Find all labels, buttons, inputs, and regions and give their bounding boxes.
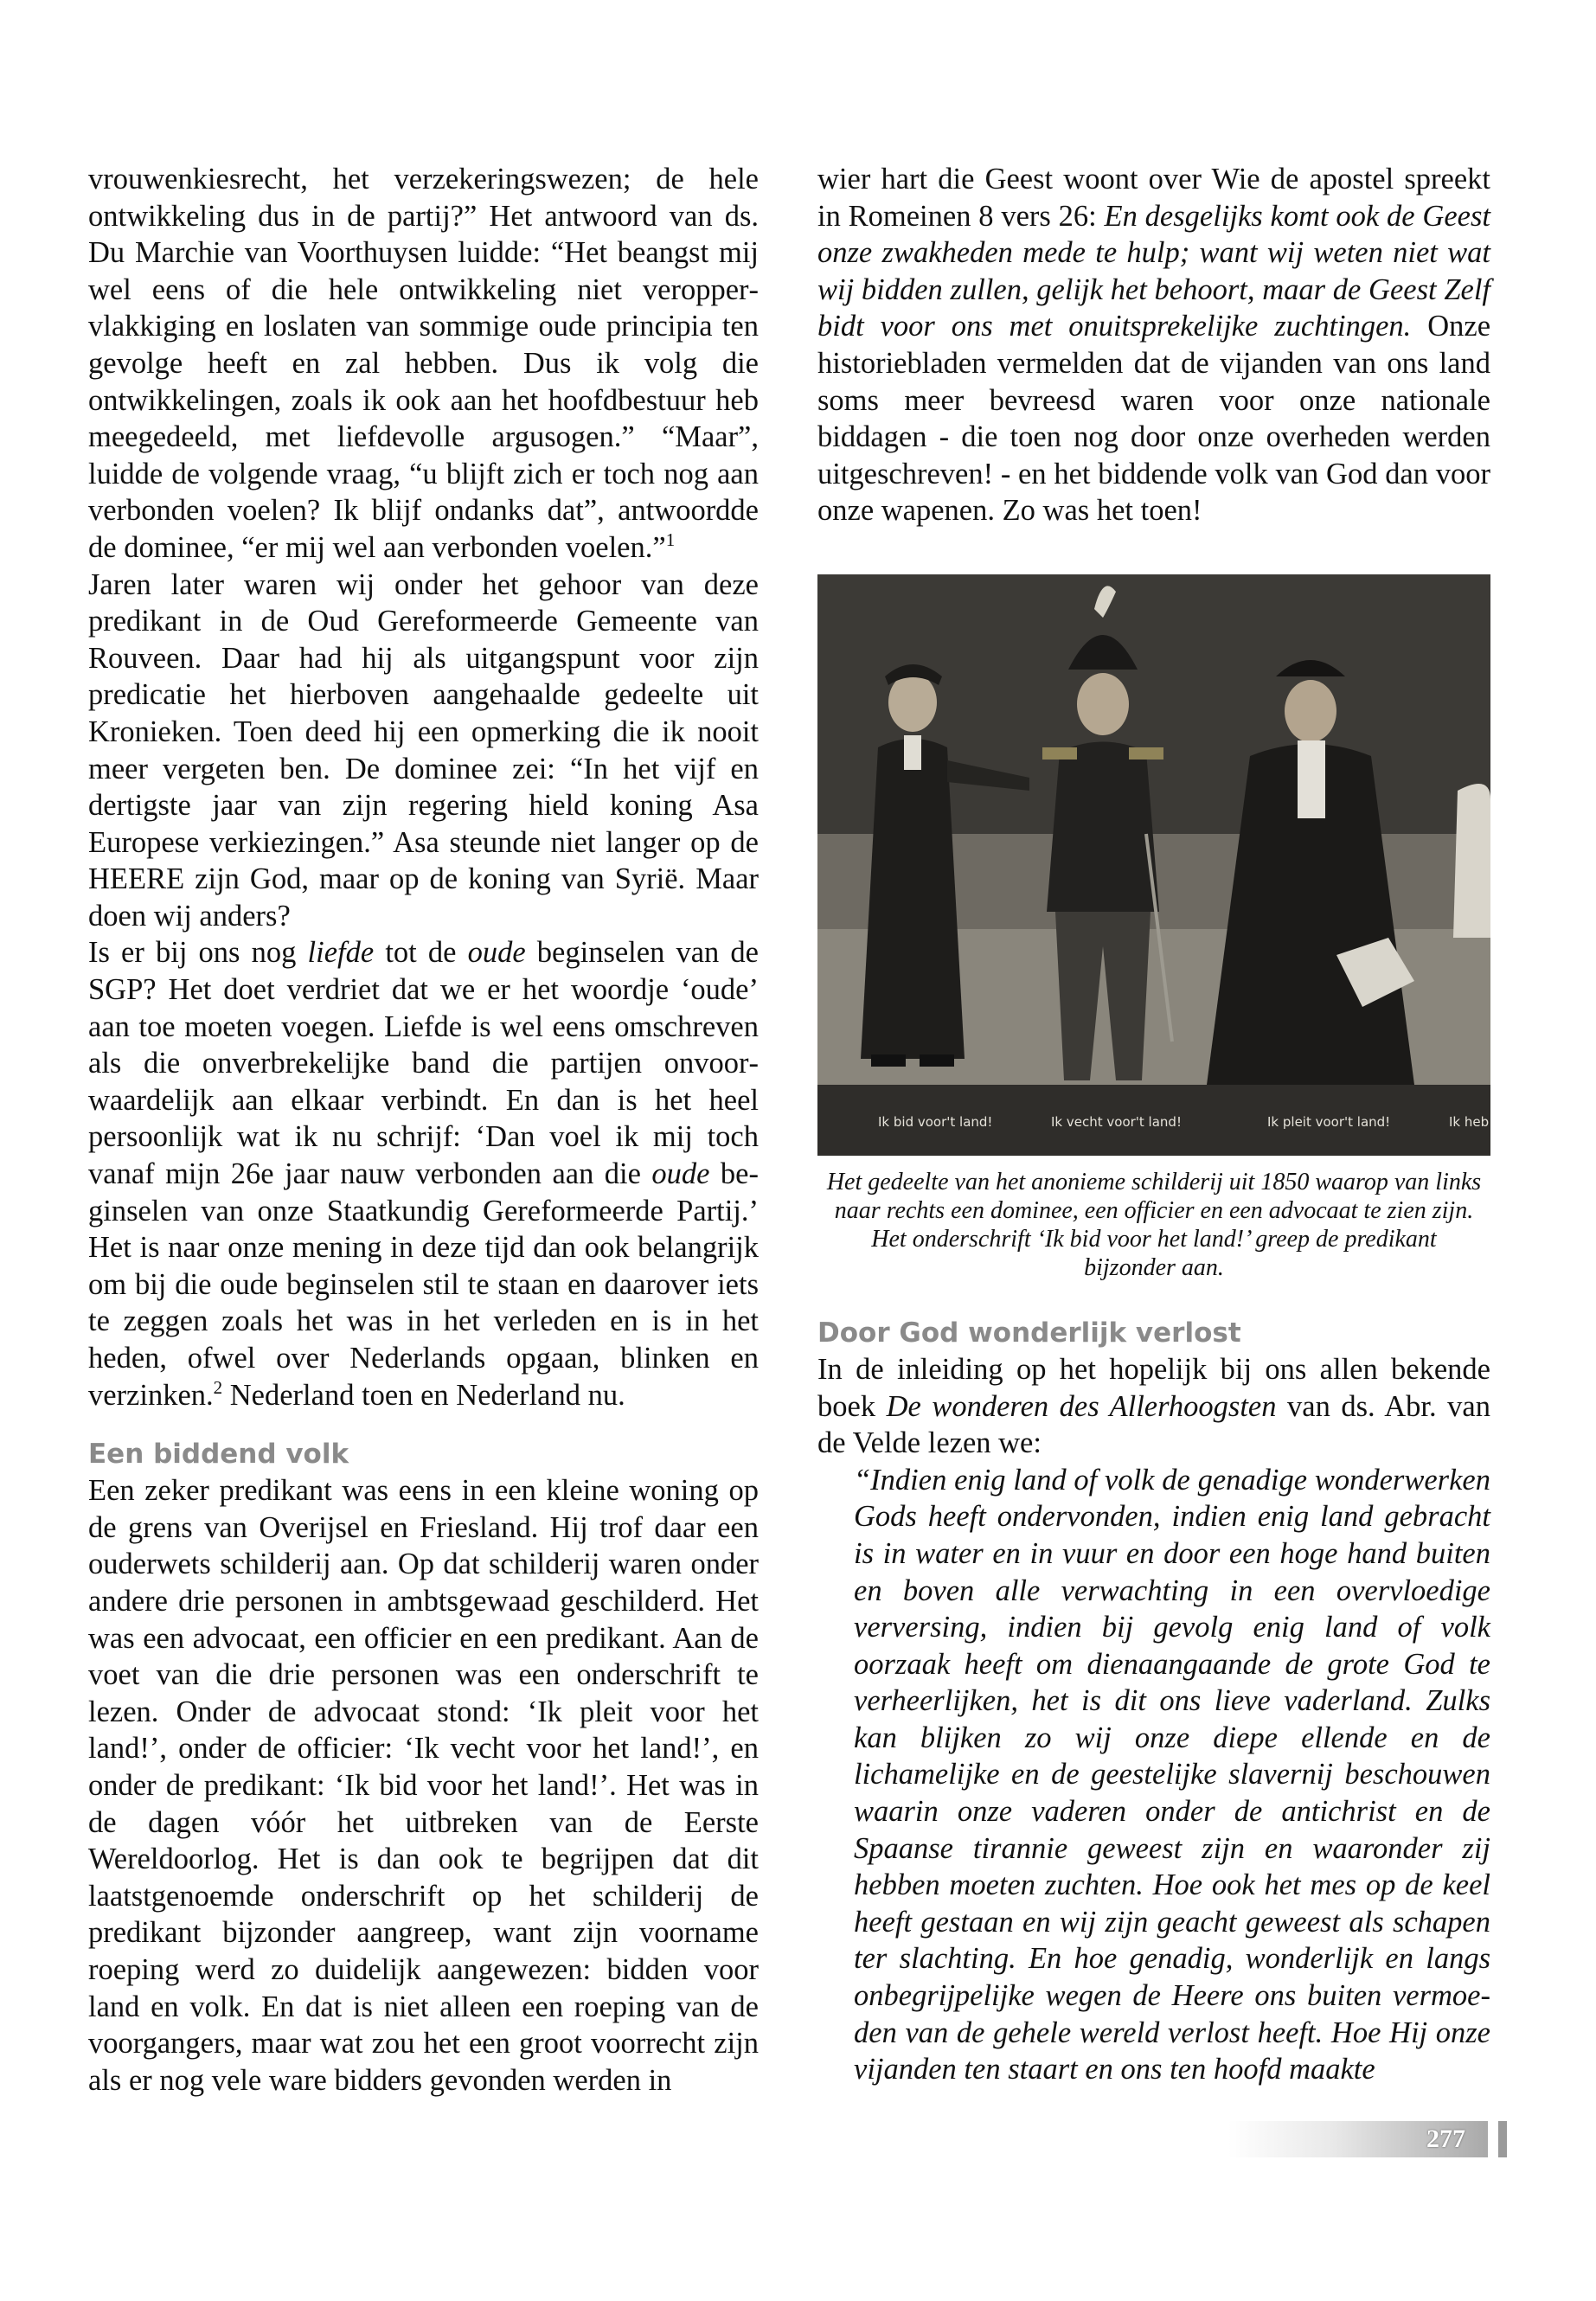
- painting-illustration: [817, 574, 1490, 1156]
- paragraph-text: beginselen van onze Staatkundig Gereformeerde Partij.’ Het is naar onze mening in deze tijd dan ook belangrijk om bij die oude beginselen stil te staan en daarover iets te zeggen zoals het was in het verleden en is in het heden, ofwel over Nederlands opgaan, blinken en verzinken.: [88, 1157, 759, 1412]
- page-number-bar: [1228, 2121, 1488, 2157]
- paragraph: [88, 161, 759, 567]
- block-quote: “Indien enig land of volk de genadige wonderwerken Gods heeft ondervonden, indien enig land gebracht is in water en in vuur en door een hoge hand buiten en boven alle verwachting in een overvloedige verversing, indien bij gevolg enig land of volk oorzaak heeft om dienaangaande de grote God te verheerlijken, het is dit ons lieve vaderland. Zulks kan blijken zo wij onze diepe ellende en de lichamelijke en de geestelijke slavernij beschouwen waarin onze vaderen onder de antichrist en de Spaanse tirannie geweest zijn en waaronder zij hebben moeten zuchten. Hoe ook het mes op de keel heeft gestaan en wij zijn geacht geweest als schapen ter slachting. En hoe genadig, wonderlijk en langs onbegrijpelijke wegen de Heere ons buiten vermoeden van de gehele wereld verlost heeft. Hoe Hij onze vijanden ten staart en ons ten hoofd maakte: [854, 1463, 1490, 2086]
- paragraph-text: van ds. Abr. van de Velde lezen we:: [817, 1389, 1490, 1460]
- painting-label: Ik bid voor't land!: [878, 1113, 993, 1130]
- paragraph: [817, 1351, 1490, 1462]
- paragraph-text: beginselen van de SGP? Het doet verdriet dat we er het woordje ‘oude’ aan toe moeten voegen. Liefde is wel eens omschreven als die onverbrekelijke band die partijen onvoorwaardelijk aan elkaar verbindt. En dan is het heel persoonlijk wat ik nu schrijf: ‘Dan voel ik mij toch vanaf mijn 26e jaar nauw verbonden aan die: [88, 936, 759, 1191]
- emphasis: oude: [467, 936, 526, 970]
- paragraph-text: Nederland toen en Nederland nu.: [222, 1378, 625, 1412]
- right-edge-figure: [1453, 784, 1490, 938]
- left-column: [88, 161, 759, 2099]
- paragraph-text: Is er bij ons nog: [88, 936, 308, 970]
- page-marker: [1498, 2121, 1507, 2157]
- paragraph: Een zeker predikant was eens in een kleine woning op de grens van Overijsel en Friesland. Hij trof daar een ouderwets schilderij aan. Op dat schilderij waren onder andere drie personen in ambtsgewaad geschilderd. Het was een advocaat, een officier en een predikant. Aan de voet van die drie personen was een onderschrift te lezen. Onder de advocaat stond: ‘Ik pleit voor het land!’, onder de officier: ‘Ik vecht voor het land!’, en onder de predikant: ‘Ik bid voor het land!’. Het was in de dagen vóór het uitbreken van de Eerste Wereldoorlog. Het is dan ook te begrijpen dat dit laatstgenoemde onderschrift op het schilderij de predikant bijzonder aangreep, want zijn voorname roeping werd zo duidelijk aangewezen: bidden voor land en volk. En dat is niet alleen een roeping van de voorgangers, maar wat zou het een groot voorrecht zijn als er nog vele ware bidders gevonden werden in: [88, 1474, 759, 2097]
- paragraph-text: vrouwenkiesrecht, het verzekeringswezen; de hele ontwikkeling dus in de partij?” Het antwoord van ds. Du Marchie van Voorthuysen luidde: “Het beangst mij wel eens of die hele ontwikkeling niet veroppervlakkiging en loslaten van sommige oude principia ten gevolge heeft en zal hebben. Dus ik volg die ontwikkelingen, zoals ik ook aan het hoofdbestuur heb meegedeeld, met liefdevolle argusogen.” “Maar”, luidde de volgende vraag, “u blijft zich er toch nog aan verbonden voelen? Ik blijf ondanks dat”, antwoordde de dominee, “er mij wel aan verbonden voelen.”: [88, 163, 759, 564]
- right-column: [817, 161, 1490, 2088]
- page-number: 277: [1426, 2125, 1465, 2153]
- paragraph-text: In de inleiding op het hopelijk bij ons allen bekende boek: [817, 1352, 1490, 1423]
- paragraph: Jaren later waren wij onder het gehoor van deze predikant in de Oud Gereformeerde Gemeente van Rouveen. Daar had hij als uitgangspunt voor zijn predicatie het hierboven aangehaalde gedeelte uit Kronieken. Toen deed hij een opmerking die ik nooit meer vergeten ben. De dominee zei: “In het vijf en dertigste jaar van zijn regering hield koning Asa Europese verkiezingen.” Asa steunde niet langer op de HEERE zijn God, maar op de koning van Syrië. Maar doen wij anders?: [88, 567, 759, 933]
- section-heading: Door God wonderlijk verlost: [817, 1317, 1241, 1349]
- paragraph: [817, 161, 1490, 529]
- painting-label: Ik pleit voor't land!: [1267, 1113, 1391, 1130]
- painting-label: Ik vecht voor't land!: [1051, 1113, 1182, 1130]
- emphasis: oude: [651, 1157, 710, 1191]
- figure-caption: Het gedeelte van het anonieme schilderij uit 1850 waarop van links naar rechts een dominee, een officier en een advocaat te zien zijn. Het onderschrift ‘Ik bid voor het land!’ greep de predikant bijzonder aan.: [826, 1168, 1482, 1281]
- bible-quote: En desgelijks komt ook de Geest onze zwakheden mede te hulp; want wij weten niet wat wij bidden zullen, gelijk het behoort, maar de Geest Zelf bidt voor ons met onuitsprekelijke zuchtingen.: [817, 199, 1490, 343]
- footnote-ref: 1: [665, 529, 676, 550]
- painting-image: [817, 574, 1490, 1156]
- book-title: De wonderen des Allerhoogsten: [886, 1389, 1277, 1423]
- emphasis: liefde: [307, 936, 375, 970]
- paragraph-text: wier hart die Geest woont over Wie de apostel spreekt in Romeinen 8 vers 26:: [817, 163, 1490, 233]
- paragraph: [88, 934, 759, 1413]
- paragraph-text: Onze historiebladen vermelden dat de vijanden van ons land soms meer bevreesd waren voor onze nationale biddagen - die toen nog door onze overheden werden uitgeschreven! - en het biddende volk van God dan voor onze wapenen. Zo was het toen!: [817, 310, 1491, 528]
- section-heading: Een biddend volk: [88, 1439, 349, 1471]
- paragraph-text: tot de: [374, 936, 468, 970]
- painting-label: Ik heb: [1449, 1113, 1490, 1130]
- footnote-ref: 2: [213, 1376, 223, 1398]
